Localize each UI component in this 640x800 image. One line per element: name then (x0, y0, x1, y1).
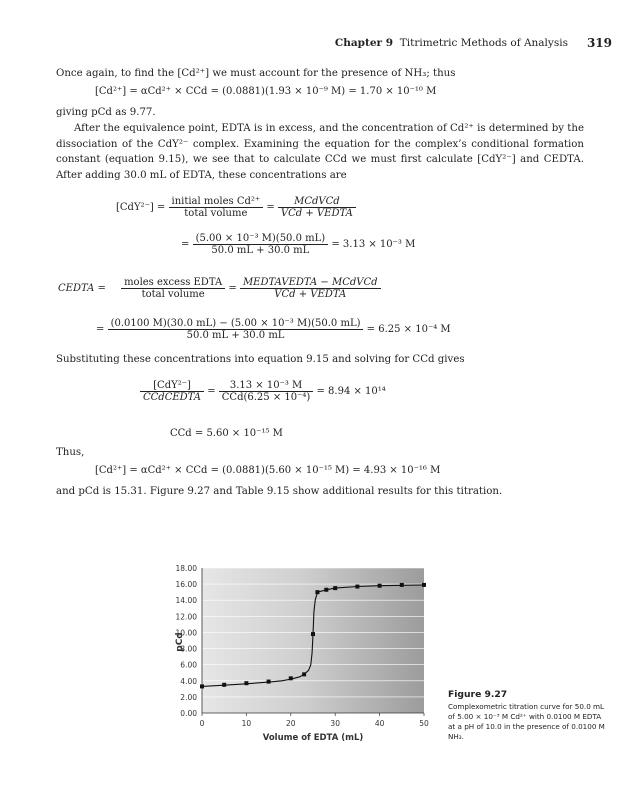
x-tick-label: 40 (374, 719, 385, 728)
x-tick-label: 0 (199, 719, 205, 728)
data-point (244, 681, 248, 685)
x-tick-label: 30 (330, 719, 340, 728)
data-point (302, 672, 306, 676)
equation-8: [Cd²⁺] = αCd²⁺ × CCd = (0.0881)(5.60 × 10⁻¹⁵ M) = 4.93 × 10⁻¹⁶ M (95, 465, 441, 476)
figure-title: Figure 9.27 (448, 689, 508, 700)
data-point (422, 583, 426, 587)
data-point (324, 588, 328, 592)
paragraph-5: Thus, (56, 447, 85, 458)
data-point (355, 585, 359, 589)
paragraph-6: and pCd is 15.31. Figure 9.27 and Table 9.15 show additional results for this titration. (56, 486, 503, 497)
chapter-heading: Chapter 9 Titrimetric Methods of Analysis (334, 37, 568, 49)
equation-7: CCd = 5.60 × 10⁻¹⁵ M (170, 428, 283, 439)
x-tick-label: 20 (286, 719, 296, 728)
equation-4: CEDTA = $\frac{\text{moles excess EDTA}}{\text{total volume}}$ = $\frac{\text{MEDTAVEDTA − MCdVCd}}{\text{VCd + VEDTA}}$ (58, 277, 381, 300)
data-point (311, 632, 315, 636)
equation-3: = $\frac{\text{(5.00 × 10⁻³ M)(50.0 mL)}}{50.0 mL + 30.0 mL}$ = 3.13 × 10⁻³ M (181, 233, 416, 256)
paragraph-4: Substituting these concentrations into equation 9.15 and solving for CCd gives (56, 354, 465, 365)
y-tick-label: 2.00 (180, 692, 197, 702)
data-point (222, 683, 226, 687)
y-tick-label: 8.00 (180, 644, 197, 654)
paragraph-3: After the equivalence point, EDTA is in excess, and the concentration of Cd²⁺ is determined by the dissociation of the CdY²⁻ complex. Examining the equation for the complex’s conditional formation constant (equation 9.15), we see that to calculate CCd we must first calculate [CdY²⁻] and CEDTA. After adding 30.0 mL of EDTA, these concentrations are (56, 123, 584, 181)
equation-1: [Cd²⁺] = αCd²⁺ × CCd = (0.0881)(1.93 × 10⁻⁹ M) = 1.70 × 10⁻¹⁰ M (95, 86, 437, 97)
page-number: 319 (586, 36, 612, 50)
data-point (289, 676, 293, 680)
paragraph-2: giving pCd as 9.77. (56, 107, 156, 118)
figure-caption-text: Complexometric titration curve for 50.0 mL of 5.00 × 10⁻³ M Cd²⁺ with 0.0100 M EDTA at a pH of 10.0 in the presence of 0.0100 M NH₃. (448, 702, 605, 741)
equation-6: $\frac{\text{[CdY²⁻]}}{\text{CCdCEDTA}}$ = $\frac{\text{3.13 × 10⁻³ M}}{\text{CCd(6.25 × 10⁻⁴)}}$ = 8.94 × 10¹⁴ (140, 380, 386, 403)
paragraph-1: Once again, to find the [Cd²⁺] we must account for the presence of NH₃; thus (56, 68, 456, 79)
y-tick-label: 14.00 (175, 596, 197, 606)
x-tick-labels (200, 713, 429, 728)
data-point (200, 684, 204, 688)
figure-caption (448, 690, 608, 742)
y-tick-label: 16.00 (175, 580, 197, 590)
equation-5: = $\frac{\text{(0.0100 M)(30.0 mL) − (5.00 × 10⁻³ M)(50.0 mL)}}{50.0 mL + 30.0 mL}$ = 6.25 × 10⁻⁴ M (96, 318, 451, 341)
data-point (400, 583, 404, 587)
data-point (333, 586, 337, 590)
y-axis-label: pCd (175, 632, 185, 652)
y-tick-label: 18.00 (175, 564, 197, 573)
y-tick-label: 4.00 (180, 676, 197, 686)
data-point (267, 680, 271, 684)
y-tick-label: 12.00 (175, 612, 197, 622)
y-tick-label: 0.00 (180, 709, 197, 718)
y-tick-label: 6.00 (180, 660, 197, 670)
x-tick-label: 10 (241, 719, 252, 728)
x-axis-label: Volume of EDTA (mL) (262, 733, 364, 743)
y-tick-label: 10.00 (175, 628, 197, 638)
equation-2: [CdY²⁻] = $\frac{\text{initial moles Cd²⁺}}{\text{total volume}}$ = $\frac{\text{MCdVCd}}{\text{VCd + VEDTA}}$ (116, 196, 356, 219)
data-point (378, 584, 382, 588)
x-tick-label: 50 (419, 719, 429, 728)
data-point (315, 590, 319, 594)
